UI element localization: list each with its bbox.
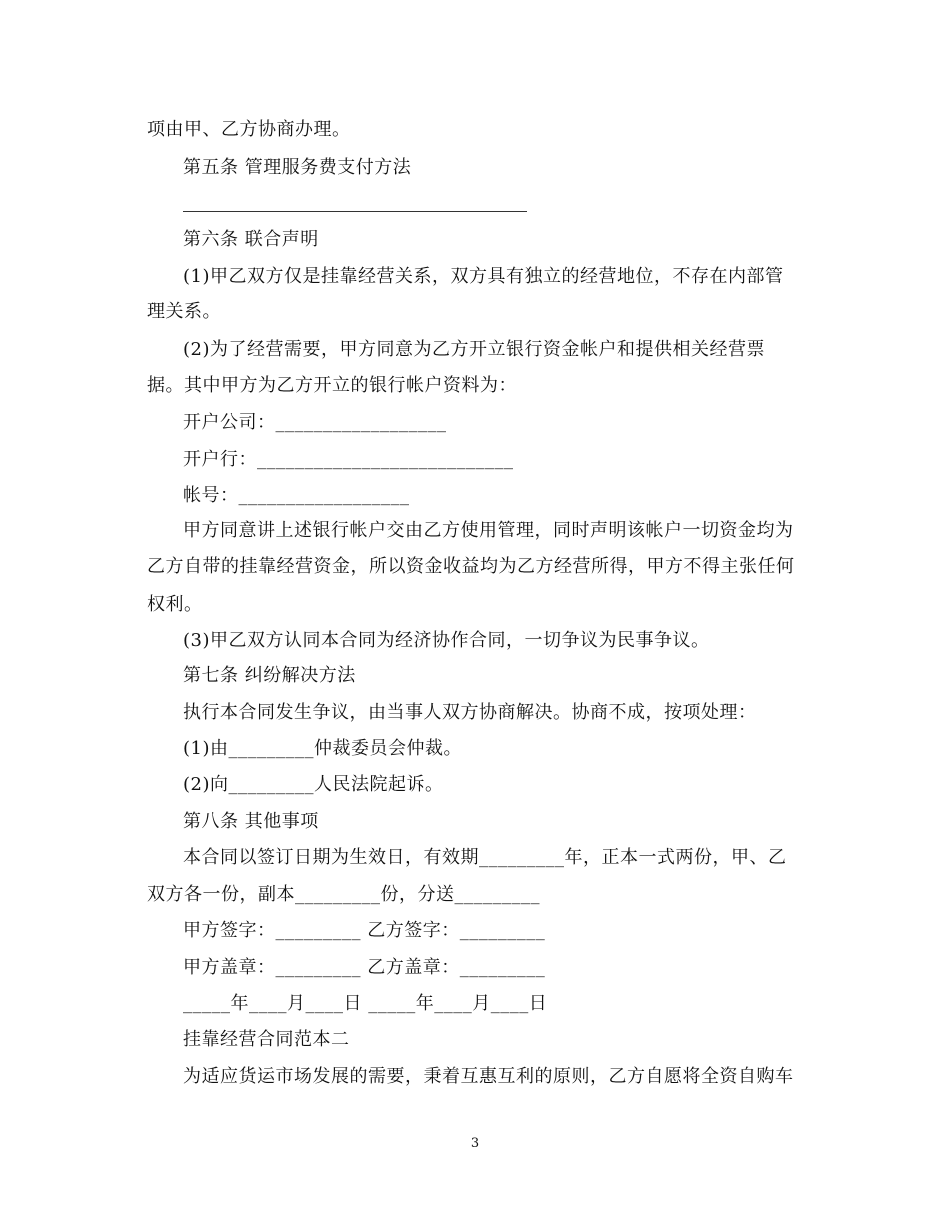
section-heading: 第八条 其他事项 bbox=[183, 811, 319, 832]
section-heading: 第五条 管理服务费支付方法 bbox=[183, 157, 412, 178]
section-heading: 挂靠经营合同范本二 bbox=[183, 1029, 350, 1050]
text-line: 执行本合同发生争议，由当事人双方协商解决。协商不成，按项处理： bbox=[183, 702, 757, 723]
text-line: 乙方自带的挂靠经营资金，所以资金收益均为乙方经营所得，甲方不得主张任何 bbox=[147, 556, 795, 577]
field-line: 开户行：___________________________ bbox=[183, 449, 514, 470]
section-heading: 第七条 纠纷解决方法 bbox=[183, 665, 356, 686]
text-line: 甲方同意讲上述银行帐户交由乙方使用管理，同时声明该帐户一切资金均为 bbox=[183, 520, 794, 541]
text-line: (2)向_________人民法院起诉。 bbox=[183, 774, 444, 795]
seal-line: 甲方盖章：_________ 乙方盖章：_________ bbox=[183, 957, 546, 978]
text-line: (1)甲乙双方仅是挂靠经营关系，双方具有独立的经营地位，不存在内部管 bbox=[183, 266, 784, 287]
signature-line: 甲方签字：_________ 乙方签字：_________ bbox=[183, 920, 546, 941]
text-line: (2)为了经营需要，甲方同意为乙方开立银行资金帐户和提供相关经营票 bbox=[183, 339, 765, 360]
text-line: 双方各一份，副本_________份，分送_________ bbox=[147, 884, 540, 905]
text-line: 为适应货运市场发展的需要，秉着互惠互利的原则，乙方自愿将全资自购车 bbox=[183, 1066, 794, 1087]
page-number: 3 bbox=[470, 1136, 480, 1151]
text-line: (1)由_________仲裁委员会仲裁。 bbox=[183, 738, 462, 759]
field-line: 帐号：__________________ bbox=[183, 485, 410, 506]
text-line: 本合同以签订日期为生效日，有效期_________年，正本一式两份，甲、乙 bbox=[183, 847, 787, 868]
date-line: _____年____月____日 _____年____月____日 bbox=[183, 993, 548, 1014]
text-line: 理关系。 bbox=[147, 301, 221, 322]
text-line: (3)甲乙双方认同本合同为经济协作合同，一切争议为民事争议。 bbox=[183, 630, 710, 651]
text-line: 权利。 bbox=[147, 594, 203, 615]
text-line: 据。其中甲方为乙方开立的银行帐户资料为： bbox=[147, 375, 517, 396]
blank-fill-line bbox=[183, 211, 527, 212]
field-line: 开户公司：__________________ bbox=[183, 412, 447, 433]
text-line: 项由甲、乙方协商办理。 bbox=[147, 119, 351, 140]
section-heading: 第六条 联合声明 bbox=[183, 229, 319, 250]
